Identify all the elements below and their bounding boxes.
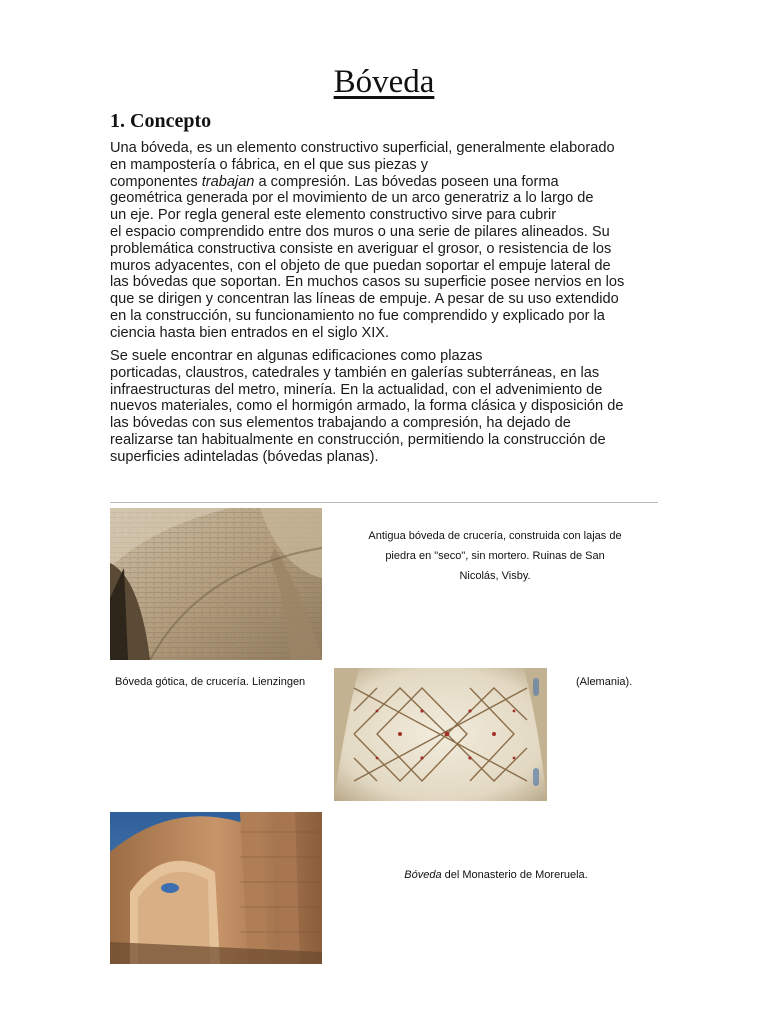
paragraph-line: geométrica generada por el movimiento de un arco generatriz a lo largo de xyxy=(110,190,594,207)
paragraph-line: Una bóveda, es un elemento constructivo superficial, generalmente elaborado xyxy=(110,140,615,156)
vault-photo-visby xyxy=(110,508,322,660)
paragraph-line: ciencia hasta bien entrados en el siglo XIX. xyxy=(110,324,390,341)
caption-lienzingen-left: Bóveda gótica, de crucería. Lienzingen xyxy=(115,676,306,688)
paragraph-line: el espacio comprendido entre dos muros o una serie de pilares alineados. Su xyxy=(110,223,610,240)
horizontal-divider xyxy=(110,502,658,503)
paragraph-line: componentes trabajan a compresión. Las bóvedas poseen una forma xyxy=(110,173,559,190)
paragraph-line: que se dirigen y concentran las líneas de empuje. A pesar de su uso extendido xyxy=(110,291,619,308)
paragraph-line: muros adyacentes, con el objeto de que puedan soportar el empuje lateral de xyxy=(110,257,611,274)
paragraph-line: un eje. Por regla general este elemento constructivo sirve para cubrir xyxy=(110,207,557,224)
caption-italic: Bóveda xyxy=(404,869,442,881)
caption-line: Antigua bóveda de crucería, construida con lajas de xyxy=(368,530,622,542)
vault-photo-moreruela xyxy=(110,812,322,964)
section-heading: 1. Concepto xyxy=(110,110,212,132)
paragraph-line: las bóvedas que soportan. En muchos casos su superficie posee nervios en los xyxy=(110,274,625,291)
paragraph-concept xyxy=(110,140,665,342)
paragraph-line: porticadas, claustros, catedrales y también en galerías subterráneas, en las xyxy=(110,364,600,381)
paragraph-line: nuevos materiales, como el hormigón armado, la forma clásica y disposición de xyxy=(110,398,624,415)
paragraph-line: las bóvedas con sus elementos trabajando a compresión, ha dejado de xyxy=(110,415,571,432)
paragraph-line: en la construcción, su funcionamiento no fue comprendido y explicado por la xyxy=(110,307,605,324)
paragraph-line: realizarse tan habitualmente en construcción, permitiendo la construcción de xyxy=(110,431,606,448)
caption-line: piedra en "seco", sin mortero. Ruinas de San xyxy=(385,550,605,562)
paragraph-line: problemática constructiva consiste en averiguar el grosor, o resistencia de los xyxy=(110,240,612,257)
paragraph-line: Se suele encontrar en algunas edificaciones como plazas xyxy=(110,348,483,364)
caption-lienzingen-right: (Alemania). xyxy=(576,676,633,688)
caption-moreruela: Bóveda del Monasterio de Moreruela. xyxy=(404,869,588,881)
paragraph-line: infraestructuras del metro, minería. En la actualidad, con el advenimiento de xyxy=(110,381,603,398)
page-title: Bóveda xyxy=(333,64,435,100)
vault-photo-lienzingen xyxy=(334,668,547,801)
caption-visby xyxy=(340,526,650,586)
paragraph-usage xyxy=(110,348,665,466)
paragraph-line: superficies adinteladas (bóvedas planas). xyxy=(110,448,379,465)
caption-line: Nicolás, Visby. xyxy=(459,570,531,582)
italic-term: trabajan xyxy=(201,173,255,190)
paragraph-line: en mampostería o fábrica, en el que sus piezas y xyxy=(110,156,428,173)
